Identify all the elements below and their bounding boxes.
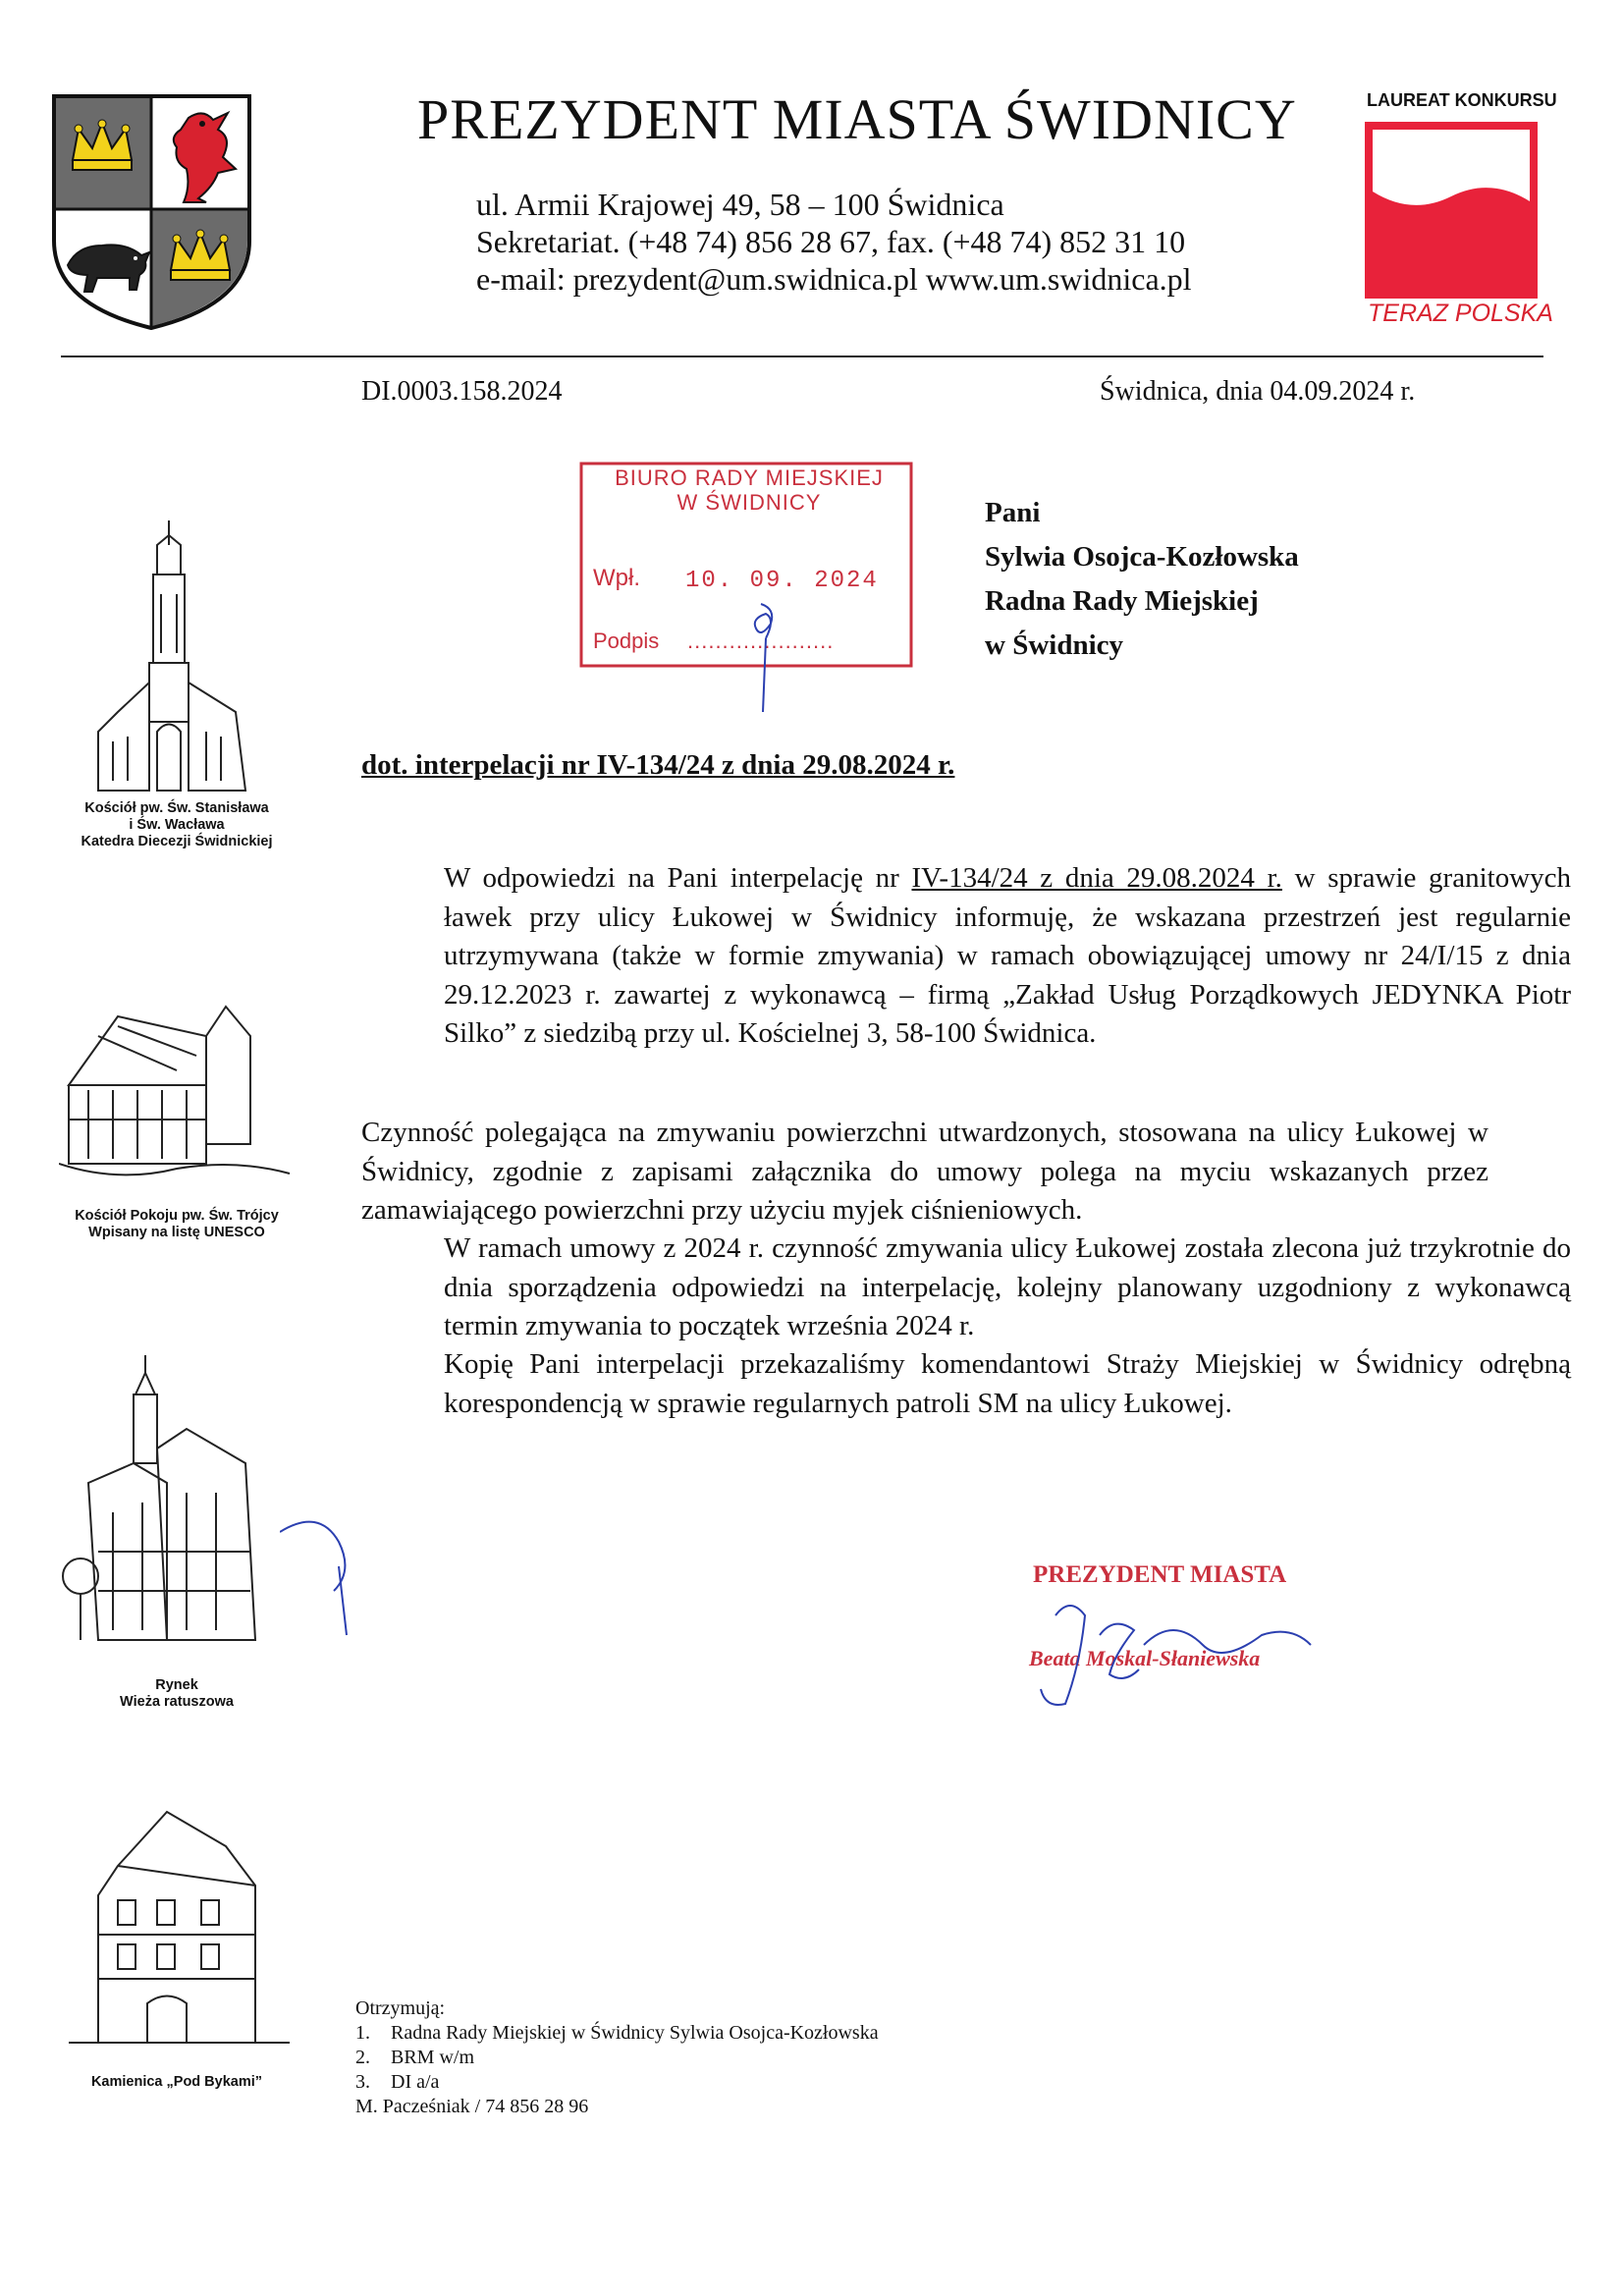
pod-bykami-tenement-sketch-image	[59, 1807, 295, 2052]
distribution-item: 1. Radna Rady Miejskiej w Świdnicy Sylwia Osojca-Kozłowska	[355, 2022, 879, 2044]
recipient-block: Pani Sylwia Osojca-Kozłowska Radna Rady Miejskiej w Świdnicy	[985, 497, 1299, 661]
distribution-list	[355, 1996, 879, 2119]
church-of-peace-sketch-image	[59, 997, 295, 1193]
received-stamp-heading: BIURO RADY MIEJSKIEJ W ŚWIDNICY	[615, 465, 884, 515]
header-contact: e-mail: prezydent@um.swidnica.pl www.um.swidnica.pl	[476, 261, 1192, 297]
president-stamp-title: PREZYDENT MIASTA	[1033, 1561, 1287, 1588]
document-reference-number: DI.0003.158.2024	[361, 376, 563, 407]
header-address: ul. Armii Krajowej 49, 58 – 100 Świdnica	[476, 187, 1004, 222]
town-hall-tower-sketch-image	[59, 1355, 295, 1655]
stamp-handwritten-signature	[741, 599, 790, 717]
caption-pod-bykami: Kamienica „Pod Bykami”	[90, 2074, 263, 2090]
stamp-received-date: 10. 09. 2024	[685, 568, 879, 594]
place-and-date: Świdnica, dnia 04.09.2024 r.	[1100, 376, 1416, 407]
badge-laureat-label: LAUREAT KONKURSU	[1367, 90, 1557, 110]
teraz-polska-flag-logo	[1363, 118, 1540, 329]
handwritten-initial-mark	[280, 1512, 368, 1640]
stamp-signature-line: .....................	[687, 629, 835, 653]
stamp-received-label: Wpł.	[593, 565, 640, 591]
paragraph-2: Czynność polegająca na zmywaniu powierzchni utwardzonych, stosowana na ulicy Łukowej w Świdnicy, zgodnie z zapisami załącznika do umowy polega na myciu wskazanych przez zamawiającego powierzchni przy użyciu myjek ciśnieniowych.	[361, 1117, 1488, 1226]
header-divider	[61, 355, 1543, 357]
caption-church-of-peace: Kościół Pokoju pw. Św. Trójcy Wpisany na listę UNESCO	[75, 1208, 279, 1240]
author-contact: M. Pacześniak / 74 856 28 96	[355, 2096, 589, 2117]
distribution-item: 3. DI a/a	[355, 2071, 440, 2093]
city-coat-of-arms	[51, 93, 252, 331]
header-title: PREZYDENT MIASTA ŚWIDNICY	[417, 87, 1297, 151]
caption-cathedral: Kościół pw. Św. Stanisława i Św. Wacława Katedra Diecezji Świdnickiej	[81, 800, 273, 849]
paragraph-1: W odpowiedzi na Pani interpelację nr IV-134/24 z dnia 29.08.2024 r. w sprawie granitowych ławek przy ulicy Łukowej w Świdnicy informuję, że wskazana przestrzeń jest regularnie utrzymywana (także w formie zmywania) w ramach obowiązującej umowy nr 24/I/15 z dnia 29.12.2023 r. zawartej z wykonawcą – firmą „Zakład Usług Porządkowych JEDYNKA Piotr Silko” z siedzibą przy ul. Kościelnej 3, 58-100 Świdnica.	[444, 862, 1572, 1049]
letter-subject: dot. interpelacji nr IV-134/24 z dnia 29.08.2024 r.	[361, 749, 955, 781]
stamp-signature-label: Podpis	[593, 629, 660, 653]
distribution-item: 2. BRM w/m	[355, 2047, 475, 2068]
president-handwritten-signature	[1016, 1576, 1330, 1714]
interpellation-reference: IV-134/24 z dnia 29.08.2024 r.	[911, 862, 1282, 894]
caption-market-square: Rynek Wieża ratuszowa	[120, 1677, 234, 1710]
president-stamp-name: Beata Moskal-Słaniewska	[1029, 1646, 1261, 1670]
badge-teraz-polska-label: TERAZ POLSKA	[1368, 300, 1553, 327]
paragraph-4: Kopię Pani interpelacji przekazaliśmy komendantowi Straży Miejskiej w Świdnicy odrębną korespondencją w sprawie regularnych patroli SM na ulicy Łukowej.	[444, 1348, 1571, 1419]
distribution-label: Otrzymują:	[355, 1997, 446, 2019]
paragraph-3: W ramach umowy z 2024 r. czynność zmywania ulicy Łukowej została zlecona już trzykrotnie do dnia sporządzenia odpowiedzi na interpelację, kolejny planowany uzgodniony z wykonawcą termin zmywania to początek września 2024 r.	[444, 1232, 1571, 1341]
cathedral-sketch-image	[59, 516, 295, 795]
header-phones: Sekretariat. (+48 74) 856 28 67, fax. (+48 74) 852 31 10	[476, 224, 1186, 259]
